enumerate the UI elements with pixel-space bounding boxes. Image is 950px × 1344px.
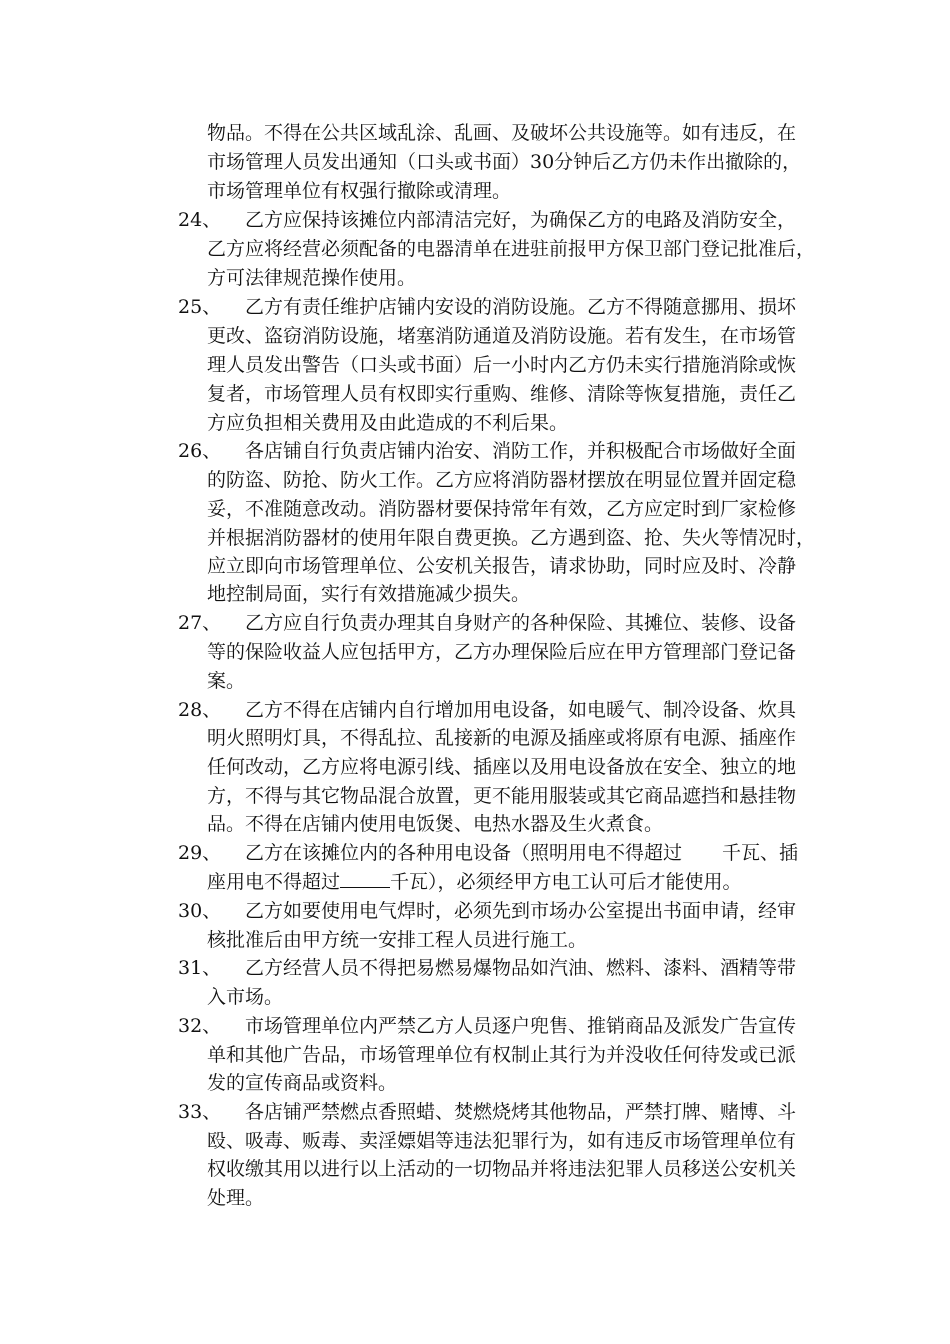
clause-number: 33、 <box>178 1101 222 1123</box>
clause-text: 乙方应保持该摊位内部清洁完好，为确保乙方的电路及消防安全， <box>245 209 797 231</box>
clause-text: 乙方经营人员不得把易燃易爆物品如汽油、燃料、漆料、酒精等带 <box>245 957 797 979</box>
clause-number: 25、 <box>178 296 222 318</box>
clause-text: 各店铺严禁燃点香照蜡、焚燃烧烤其他物品，严禁打牌、赌博、斗 <box>245 1101 797 1123</box>
clause-text: 乙方在该摊位内的各种用电设备（照明用电不得超过 千瓦、插 <box>245 842 799 864</box>
clause-number: 32、 <box>178 1015 222 1037</box>
clause-text: 乙方有责任维护店铺内安设的消防设施。乙方不得随意挪用、损坏 <box>245 296 797 318</box>
clause-number: 28、 <box>178 699 222 721</box>
clause-number: 30、 <box>178 900 222 922</box>
clause-number: 24、 <box>178 209 222 231</box>
clause-number: 29、 <box>178 842 222 864</box>
clause-text: 市场管理单位内严禁乙方人员逐户兜售、推销商品及派发广告宣传 <box>245 1015 797 1037</box>
clause-number: 31、 <box>178 957 222 979</box>
clause-text: 乙方如要使用电气焊时，必须先到市场办公室提出书面申请，经审 <box>245 900 797 922</box>
clause-number: 27、 <box>178 612 222 634</box>
clause-text: 乙方应自行负责办理其自身财产的各种保险、其摊位、装修、设备 <box>245 612 797 634</box>
clause-text: 各店铺自行负责店铺内治安、消防工作，并积极配合市场做好全面 <box>245 440 797 462</box>
document-page: 物品。不得在公共区域乱涂、乱画、及破坏公共设施等。如有违反，在 市场管理人员发出通知（口头或书面）30分钟后乙方仍未作出撤除的， 市场管理单位有权强行撤除或清理。 24、 乙方应保持该摊位内部清洁完好，为确保乙方的电路及消防安全， 乙方应将经营必须配备的电器清单在进驻前报甲方保卫部门登记批准后， 方可法律规范操作使用。 25、 乙方有责任维护店铺内安设的消防设施。乙方不得随意挪用、损坏 更改、盗窃消防设施，堵塞消防通道及消防设施。若有发生，在市场管 理人员发出警告（口头或书面）后一小时内乙方仍未实行措施消除或恢 复者，市场管理人员有权即实行重购、维修、清除等恢复措施，责任乙 方应负担相关费用及由此造成的不利后果。 26、 各店铺自行负责店铺内治安、消防工作，并积极配合市场做好全面 的防盗、防抢、防火工作。乙方应将消防器材摆放在明显位置并固定稳 妥，不准随意改动。消防器材要保持常年有效，乙方应定时到厂家检修 并根据消防器材的使用年限自费更换。乙方遇到盗、抢、失火等情况时， 应立即向市场管理单位、公安机关报告，请求协助，同时应及时、冷静 地控制局面，实行有效措施减少损失。 27、 乙方应自行负责办理其自身财产的各种保险、其摊位、装修、设备 等的保险收益人应包括甲方，乙方办理保险后应在甲方管理部门登记备 案。 28、 乙方不得在店铺内自行增加用电设备，如电暖气、制冷设备、炊具 明火照明灯具，不得乱拉、乱接新的电源及插座或将原有电源、插座作 任何改动，乙方应将电源引线、插座以及用电设备放在安全、独立的地 方，不得与其它物品混合放置，更不能用服装或其它商品遮挡和悬挂物 品。不得在店铺内使用电饭煲、电热水器及生火煮食。 29、 乙方在该摊位内的各种用电设备（照明用电不得超过 千瓦、插 座用电不得超过 千瓦），必须经甲方电工认可后才能使用。 30、 乙方如要使用电气焊时，必须先到市场办公室提出书面申请，经审 核批准后由甲方统一安排工程人员进行施工。 31、 乙方经营人员不得把易燃易爆物品如汽油、燃料、漆料、酒精等带 入市场。 32、 市场管理单位内严禁乙方人员逐户兜售、推销商品及派发广告宣传 单和其他广告品，市场管理单位有权制止其行为并没收任何待发或已派 发的宣传商品或资料。 33、 各店铺严禁燃点香照蜡、焚燃烧烤其他物品，严禁打牌、赌博、斗 殴、吸毒、贩毒、卖淫嫖娼等违法犯罪行为，如有违反市场管理单位有 权收缴其用以进行以上活动的一切物品并将违法犯罪人员移送公安机关 处理。 <box>178 122 816 1209</box>
clause-number: 26、 <box>178 440 222 462</box>
clause-text: 乙方不得在店铺内自行增加用电设备，如电暖气、制冷设备、炊具 <box>245 699 797 721</box>
blank-field <box>340 869 390 888</box>
